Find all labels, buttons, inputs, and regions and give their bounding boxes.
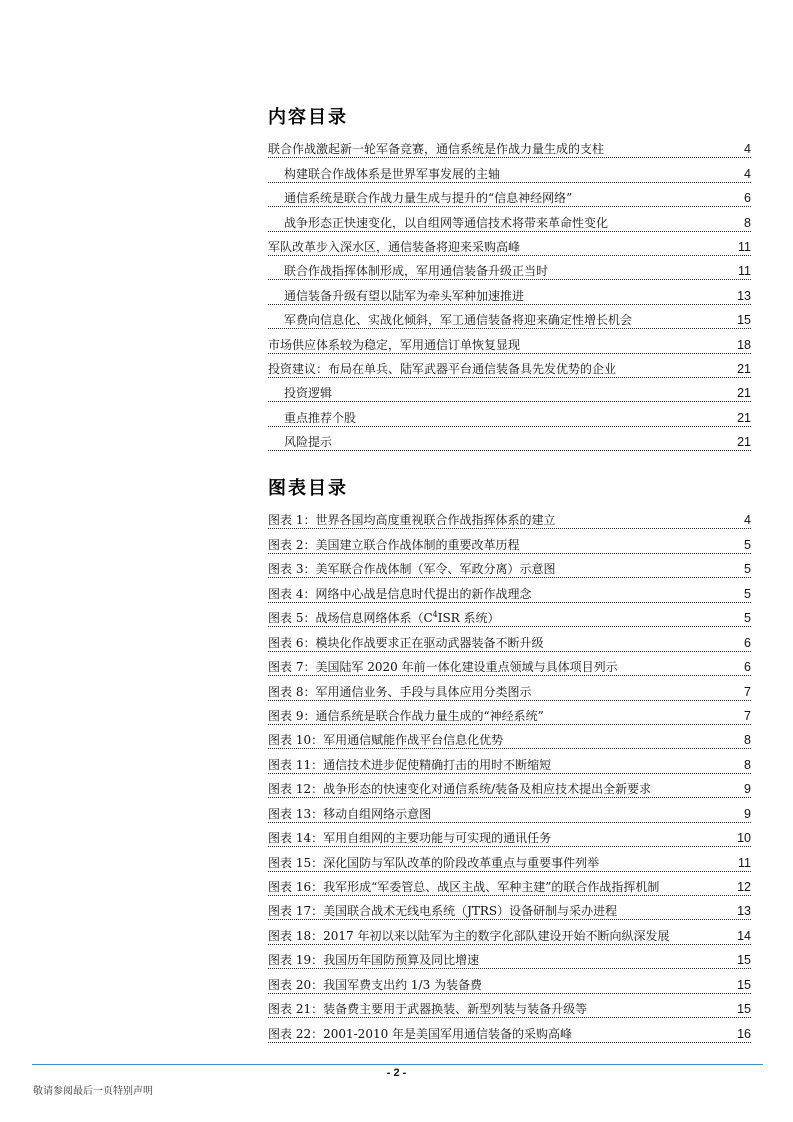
figure-entry-text: 图表 22：2001-2010 年是美国军用通信装备的采购高峰: [268, 1026, 573, 1041]
page-ref: 12: [737, 880, 751, 894]
page-ref: 15: [737, 313, 751, 328]
figure-entry[interactable]: [268, 872, 751, 896]
footer-divider: [32, 1064, 763, 1065]
toc-entry-text: 联合作战指挥体制形成，军用通信装备升级正当时: [284, 264, 549, 279]
page-ref: 15: [737, 1002, 751, 1017]
toc-entry[interactable]: [268, 232, 751, 256]
toc-title: 内容目录: [268, 107, 348, 128]
figure-entry-text: 图表 19：我国历年国防预算及同比增速: [268, 953, 480, 968]
toc-entry[interactable]: [268, 402, 751, 426]
figure-entry-text: 图表 7：美国陆军 2020 年前一体化建设重点领域与具体项目列示: [268, 660, 618, 675]
toc-entry-text: 通信系统是联合作战力量生成与提升的“信息神经网络”: [284, 191, 573, 206]
page-ref: 15: [737, 977, 751, 992]
toc-entry-text: 军队改革步入深水区，通信装备将迎来采购高峰: [268, 239, 521, 254]
figure-entry-text: 图表 6：模块化作战要求正在驱动武器装备不断升级: [268, 635, 544, 650]
page-ref: 13: [737, 904, 751, 919]
page-ref: 21: [737, 361, 751, 376]
figure-entry[interactable]: [268, 823, 751, 847]
page-ref: 9: [744, 806, 751, 821]
figure-entry[interactable]: [268, 627, 751, 651]
page-ref: 4: [744, 166, 751, 181]
toc-list: [268, 134, 751, 451]
figure-entry-text: 图表 10：军用通信赋能作战平台信息化优势: [268, 733, 504, 748]
figure-list: [268, 505, 751, 1043]
page-ref: 4: [744, 142, 751, 157]
page-ref: 13: [737, 288, 751, 303]
figure-entry[interactable]: [268, 774, 751, 798]
figure-entry[interactable]: [268, 676, 751, 700]
figure-entry[interactable]: [268, 749, 751, 773]
figure-list-title: 图表目录: [268, 478, 348, 499]
figure-entry-text: 图表 15：深化国防与军队改革的阶段改革重点与重要事件列举: [268, 855, 600, 870]
page-ref: 14: [737, 928, 751, 943]
page-ref: 5: [744, 586, 751, 601]
toc-entry[interactable]: [268, 134, 751, 158]
figure-entry[interactable]: [268, 969, 751, 993]
page-ref: 11: [738, 264, 751, 279]
figure-entry-text: 图表 9：通信系统是联合作战力量生成的“神经系统”: [268, 708, 544, 723]
figure-entry-text: 图表 18：2017 年初以来以陆军为主的数字化部队建设开始不断向纵深发展: [268, 928, 670, 943]
page-ref: 15: [737, 953, 751, 968]
figure-entry-text: 图表 3：美军联合作战体制（军令、军政分离）示意图: [268, 562, 556, 577]
page-ref: 16: [737, 1026, 751, 1041]
figure-entry-text: 图表 14：军用自组网的主要功能与可实现的通讯任务: [268, 831, 552, 846]
page-ref: 6: [744, 635, 751, 650]
figure-entry[interactable]: [268, 652, 751, 676]
figure-entry[interactable]: [268, 920, 751, 944]
page-ref: 8: [744, 757, 751, 772]
toc-entry[interactable]: [268, 183, 751, 207]
page-ref: 8: [744, 215, 751, 230]
figure-entry[interactable]: [268, 554, 751, 578]
page-ref: 6: [744, 191, 751, 206]
page-ref: 5: [744, 562, 751, 577]
toc-entry-text: 投资逻辑: [284, 386, 333, 401]
toc-entry-text: 军费向信息化、实战化倾斜，军工通信装备将迎来确定性增长机会: [284, 313, 633, 328]
page-ref: 9: [744, 782, 751, 797]
figure-entry-text: 图表 2：美国建立联合作战体制的重要改革历程: [268, 537, 520, 552]
page-number: - 2 -: [386, 1067, 407, 1079]
figure-entry[interactable]: [268, 725, 751, 749]
toc-entry[interactable]: [268, 158, 751, 182]
figure-entry-text: 图表 4：网络中心战是信息时代提出的新作战理念: [268, 586, 532, 601]
toc-entry-text: 联合作战激起新一轮军备竞赛，通信系统是作战力量生成的支柱: [268, 142, 605, 157]
toc-entry-text: 市场供应体系较为稳定，军用通信订单恢复显现: [268, 337, 521, 352]
page-ref: 21: [737, 410, 751, 425]
figure-entry-text: 图表 16：我军形成“军委管总、战区主战、军种主建”的联合作战指挥机制: [268, 880, 660, 894]
page-ref: 11: [738, 239, 751, 254]
disclaimer-note: 敬请参阅最后一页特别声明: [33, 1086, 153, 1097]
figure-entry-text: 图表 13：移动自组网络示意图: [268, 806, 432, 821]
page-ref: 5: [744, 537, 751, 552]
figure-entry-text: 图表 20：我国军费支出约 1/3 为装备费: [268, 977, 483, 992]
figure-entry[interactable]: [268, 529, 751, 553]
page-ref: 18: [737, 337, 751, 352]
toc-entry[interactable]: [268, 280, 751, 304]
figure-entry[interactable]: [268, 847, 751, 871]
figure-entry[interactable]: [268, 1018, 751, 1042]
page-ref: 21: [737, 386, 751, 401]
toc-entry[interactable]: [268, 305, 751, 329]
toc-entry-text: 通信装备升级有望以陆军为牵头军种加速推进: [284, 288, 525, 303]
figure-entry-text: 图表 12：战争形态的快速变化对通信系统/装备及相应技术提出全新要求: [268, 782, 652, 797]
page-ref: 8: [744, 733, 751, 748]
figure-entry-text: 图表 1：世界各国均高度重视联合作战指挥体系的建立: [268, 513, 556, 528]
toc-entry[interactable]: [268, 207, 751, 231]
page-ref: 10: [737, 831, 751, 846]
figure-entry[interactable]: [268, 701, 751, 725]
figure-entry[interactable]: [268, 896, 751, 920]
page-ref: 7: [744, 708, 751, 723]
figure-entry-text: 图表 5：战场信息网络体系（$C^4ISR$ 系统）: [268, 610, 500, 626]
toc-entry-text: 战争形态正快速变化，以自组网等通信技术将带来革命性变化: [284, 215, 609, 230]
page-ref: 5: [744, 611, 751, 626]
page-ref: 21: [737, 435, 751, 450]
toc-entry-text: 重点推荐个股: [284, 410, 357, 425]
figure-entry[interactable]: [268, 994, 751, 1018]
page-ref: 6: [744, 660, 751, 675]
figure-entry[interactable]: [268, 798, 751, 822]
figure-entry[interactable]: [268, 505, 751, 529]
toc-entry-text: 构建联合作战体系是世界军事发展的主轴: [284, 166, 501, 181]
figure-entry[interactable]: [268, 945, 751, 969]
toc-entry[interactable]: [268, 378, 751, 402]
figure-entry[interactable]: [268, 578, 751, 602]
figure-entry[interactable]: [268, 603, 751, 627]
toc-entry[interactable]: [268, 427, 751, 451]
toc-entry[interactable]: [268, 354, 751, 378]
figure-entry-text: 图表 11：通信技术进步促使精确打击的用时不断缩短: [268, 757, 552, 772]
page-ref: 4: [744, 513, 751, 528]
page-ref: 7: [744, 684, 751, 699]
toc-entry[interactable]: [268, 256, 751, 280]
figure-entry-text: 图表 17：美国联合战术无线电系统（JTRS）设备研制与采办进程: [268, 904, 618, 919]
toc-entry-text: 投资建议：布局在单兵、陆军武器平台通信装备具先发优势的企业: [268, 361, 617, 376]
toc-entry-text: 风险提示: [284, 435, 333, 450]
figure-entry-text: 图表 21：装备费主要用于武器换装、新型列装与装备升级等: [268, 1002, 588, 1017]
figure-entry-text: 图表 8：军用通信业务、手段与具体应用分类图示: [268, 684, 532, 699]
toc-entry[interactable]: [268, 329, 751, 353]
page-ref: 11: [738, 855, 751, 870]
